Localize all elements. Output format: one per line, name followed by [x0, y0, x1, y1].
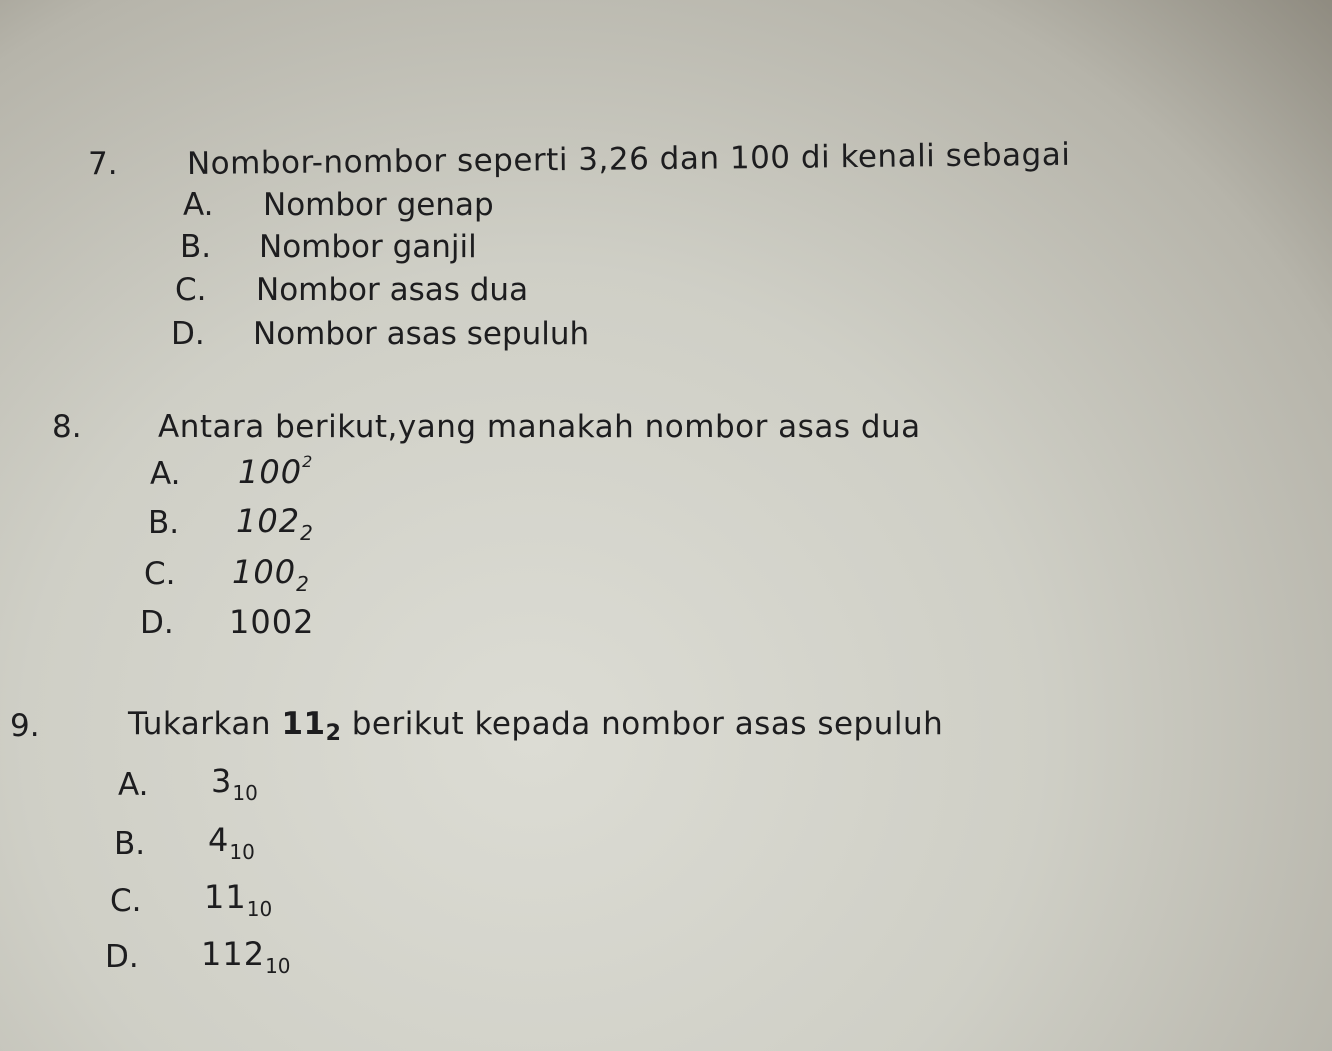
option-letter: A. — [150, 456, 181, 492]
question-number: 7. — [88, 146, 118, 182]
option-letter: D. — [171, 316, 205, 352]
question-text: Nombor-nombor seperti 3,26 dan 100 di kenali sebagai — [186, 136, 1071, 182]
option-value: $3_{10}$ — [211, 762, 258, 805]
option-text: Nombor genap — [263, 187, 494, 223]
option-letter: C. — [175, 272, 207, 308]
option-letter: B. — [148, 505, 180, 541]
option-letter: B. — [180, 229, 212, 265]
option-value: $102_2$ — [236, 502, 313, 545]
option-value: $4_{10}$ — [208, 821, 255, 864]
option-letter: D. — [105, 939, 139, 975]
question-number: 9. — [10, 708, 40, 744]
option-value: $100^2$ — [238, 452, 314, 491]
option-text: Nombor asas sepuluh — [253, 316, 590, 352]
option-letter: A. — [183, 187, 214, 223]
option-text: Nombor ganjil — [259, 229, 477, 265]
option-value: 1002 — [229, 603, 315, 641]
option-text: Nombor asas dua — [256, 272, 529, 308]
question-number: 8. — [52, 409, 82, 445]
option-letter: D. — [140, 605, 174, 641]
option-value: $100_2$ — [232, 553, 309, 596]
option-letter: A. — [118, 767, 149, 803]
option-value: $11_{10}$ — [204, 878, 273, 921]
option-value: $112_{10}$ — [201, 935, 291, 978]
option-letter: C. — [144, 556, 176, 592]
option-letter: B. — [114, 826, 146, 862]
question-text: Tukarkan 112 berikut kepada nombor asas sepuluh — [128, 706, 944, 746]
question-text: Antara berikut,yang manakah nombor asas dua — [158, 409, 921, 445]
option-letter: C. — [110, 883, 142, 919]
